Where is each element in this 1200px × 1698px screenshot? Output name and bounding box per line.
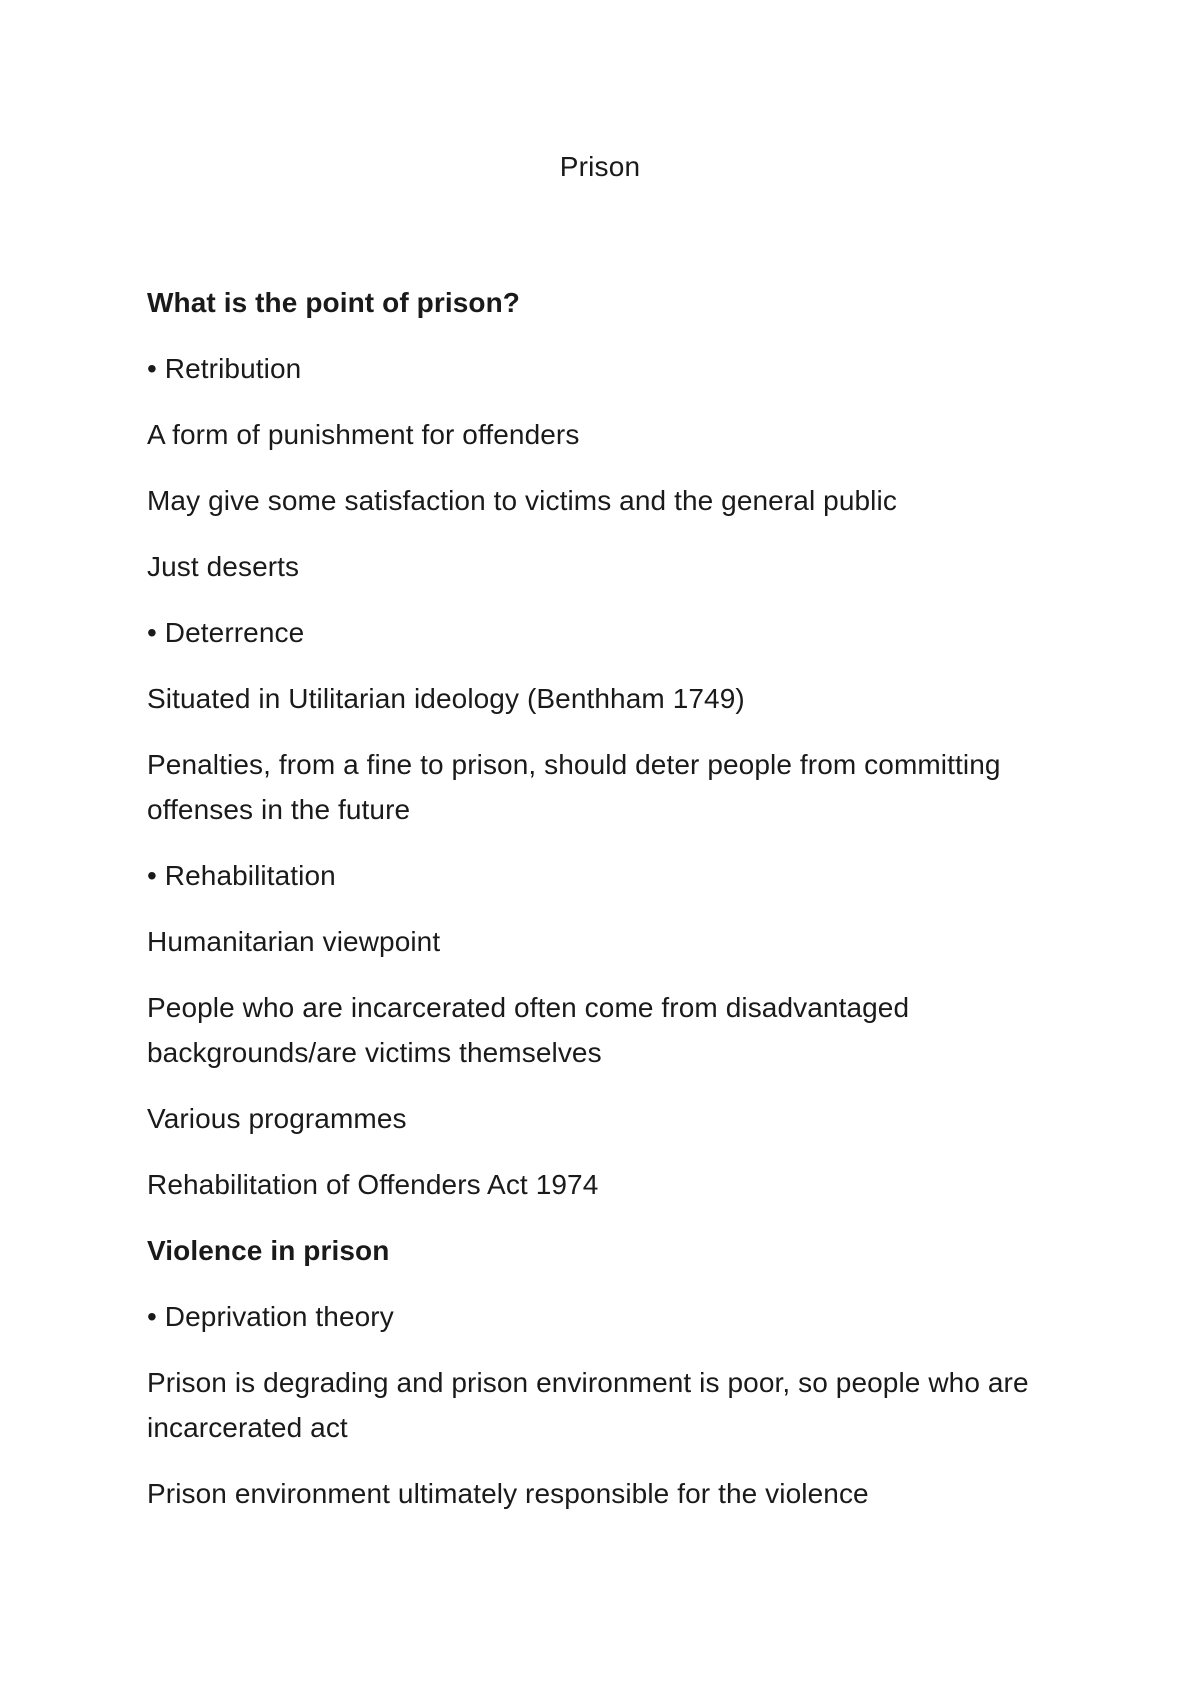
paragraph: People who are incarcerated often come from disadvantaged backgrounds/are victims themselves <box>147 992 910 1068</box>
paragraph: Penalties, from a fine to prison, should deter people from committing offenses in the future <box>147 749 1001 825</box>
paragraph: May give some satisfaction to victims and the general public <box>147 485 897 516</box>
paragraph: Humanitarian viewpoint <box>147 926 441 957</box>
section-heading-purpose: What is the point of prison? <box>147 287 520 318</box>
section-heading-violence: Violence in prison <box>147 1235 390 1266</box>
paragraph: Rehabilitation of Offenders Act 1974 <box>147 1169 599 1200</box>
bullet-deprivation-theory: • Deprivation theory <box>147 1301 394 1332</box>
paragraph: Just deserts <box>147 551 300 582</box>
paragraph: Prison environment ultimately responsible for the violence <box>147 1478 869 1509</box>
paragraph: Various programmes <box>147 1103 407 1134</box>
paragraph: Prison is degrading and prison environment is poor, so people who are incarcerated act <box>147 1367 1029 1443</box>
bullet-rehabilitation: • Rehabilitation <box>147 860 336 891</box>
paragraph: A form of punishment for offenders <box>147 419 580 450</box>
paragraph: Situated in Utilitarian ideology (Benthham 1749) <box>147 683 745 714</box>
document-title: Prison <box>559 151 641 182</box>
bullet-deterrence: • Deterrence <box>147 617 305 648</box>
bullet-retribution: • Retribution <box>147 353 302 384</box>
